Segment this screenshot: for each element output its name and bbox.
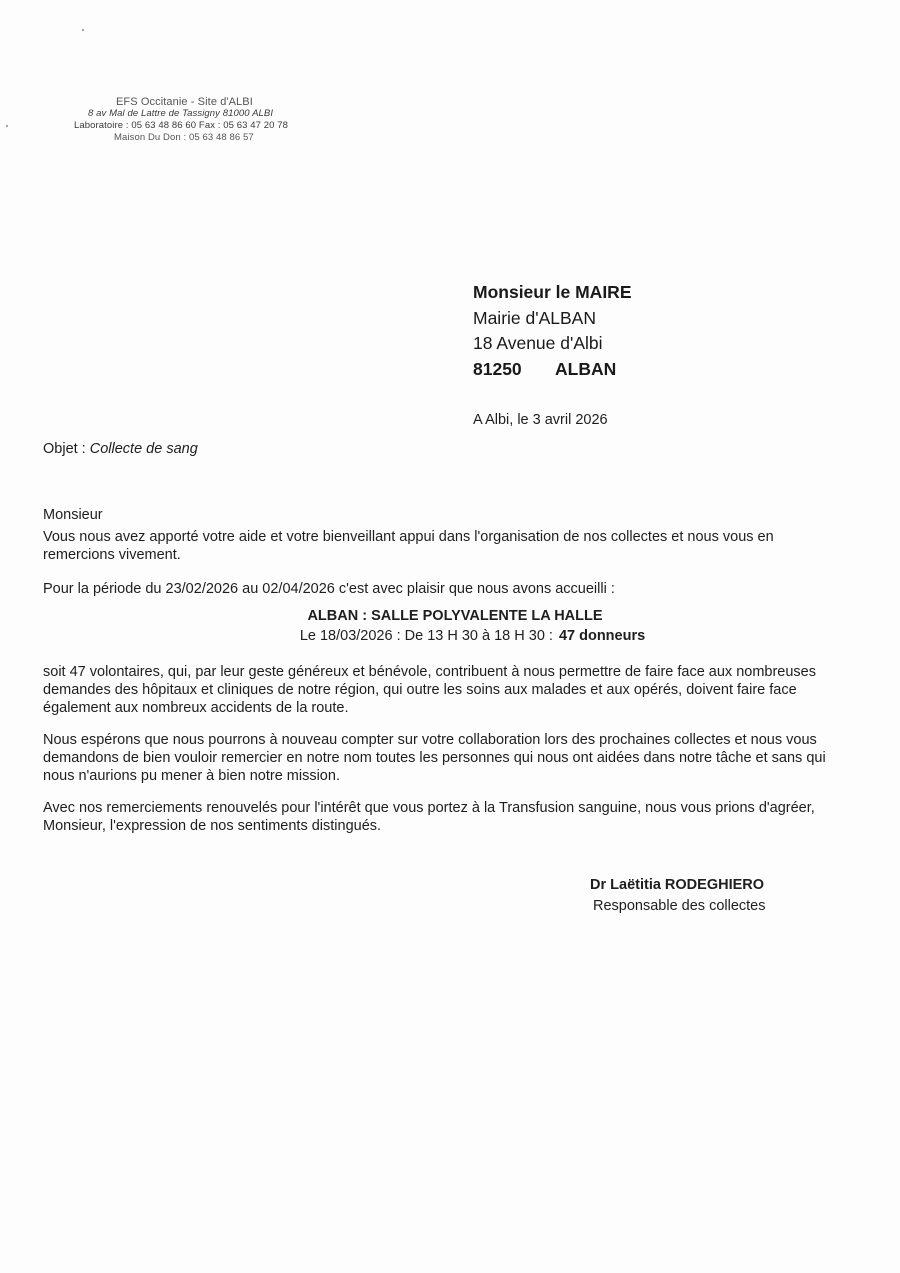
sender-address: 8 av Mal de Lattre de Tassigny 81000 ALBI <box>88 108 274 119</box>
signature-block <box>590 875 766 917</box>
scan-speck <box>82 29 84 31</box>
paragraph-volunteers: soit 47 volontaires, qui, par leur geste généreux et bénévole, contribuent à nous permettre de faire face aux nombreuses demandes des hôpitaux et cliniques de notre région, qui outre les soins aux malades et aux opérés, doivent faire face également aux nombreux accidents de la route. <box>43 664 816 716</box>
recipient-address <box>473 280 632 382</box>
signer-role: Responsable des collectes <box>593 898 766 914</box>
paragraph-thanks: Vous nous avez apporté votre aide et votre bienveillant appui dans l'organisation de nos collectes et nous vous en remercions vivement. <box>43 529 774 563</box>
recipient-city-line <box>473 357 632 383</box>
venue-donor-count: 47 donneurs <box>558 628 646 644</box>
sender-header <box>70 96 330 144</box>
venue-schedule-line <box>45 626 900 646</box>
venue-schedule: Le 18/03/2026 : De 13 H 30 à 18 H 30 : <box>299 628 553 644</box>
recipient-postal-code: 81250 <box>473 358 522 379</box>
signer-name: Dr Laëtitia RODEGHIERO <box>590 877 765 893</box>
letter-subject <box>43 441 198 457</box>
salutation: Monsieur <box>43 507 103 523</box>
venue-name: ALBAN : SALLE POLYVALENTE LA HALLE <box>307 608 603 624</box>
recipient-title: Monsieur le MAIRE <box>473 282 632 302</box>
sender-donation-house-phone: Maison Du Don : 05 63 48 86 57 <box>114 132 254 143</box>
paragraph-closing: Avec nos remerciements renouvelés pour l'intérêt que vous portez à la Transfusion sanguine, nous vous prions d'agréer, Monsieur, l'expression de nos sentiments distingués. <box>43 800 815 834</box>
paragraph-period: Pour la période du 23/02/2026 au 02/04/2026 c'est avec plaisir que nous avons accueilli : <box>43 581 615 597</box>
subject-label: Objet : <box>43 441 90 457</box>
collection-venue <box>0 606 900 646</box>
recipient-city: ALBAN <box>555 358 617 379</box>
sender-laboratory-phone: Laboratoire : 05 63 48 86 60 Fax : 05 63 47 20 78 <box>74 120 289 131</box>
sender-site: EFS Occitanie - Site d'ALBI <box>116 96 253 108</box>
recipient-street: 18 Avenue d'Albi <box>473 333 603 353</box>
paragraph-collaboration: Nous espérons que nous pourrons à nouveau compter sur votre collaboration lors des prochaines collectes et nous vous demandons de bien vouloir remercier en notre nom toutes les personnes qui nous ont aidées dans notre tâche et sans qui nous n'aurions pu mener à bien notre mission. <box>43 732 826 784</box>
subject-value: Collecte de sang <box>89 441 198 457</box>
letter-date: A Albi, le 3 avril 2026 <box>473 412 608 428</box>
scan-speck <box>6 125 8 127</box>
recipient-organization: Mairie d'ALBAN <box>473 307 596 328</box>
